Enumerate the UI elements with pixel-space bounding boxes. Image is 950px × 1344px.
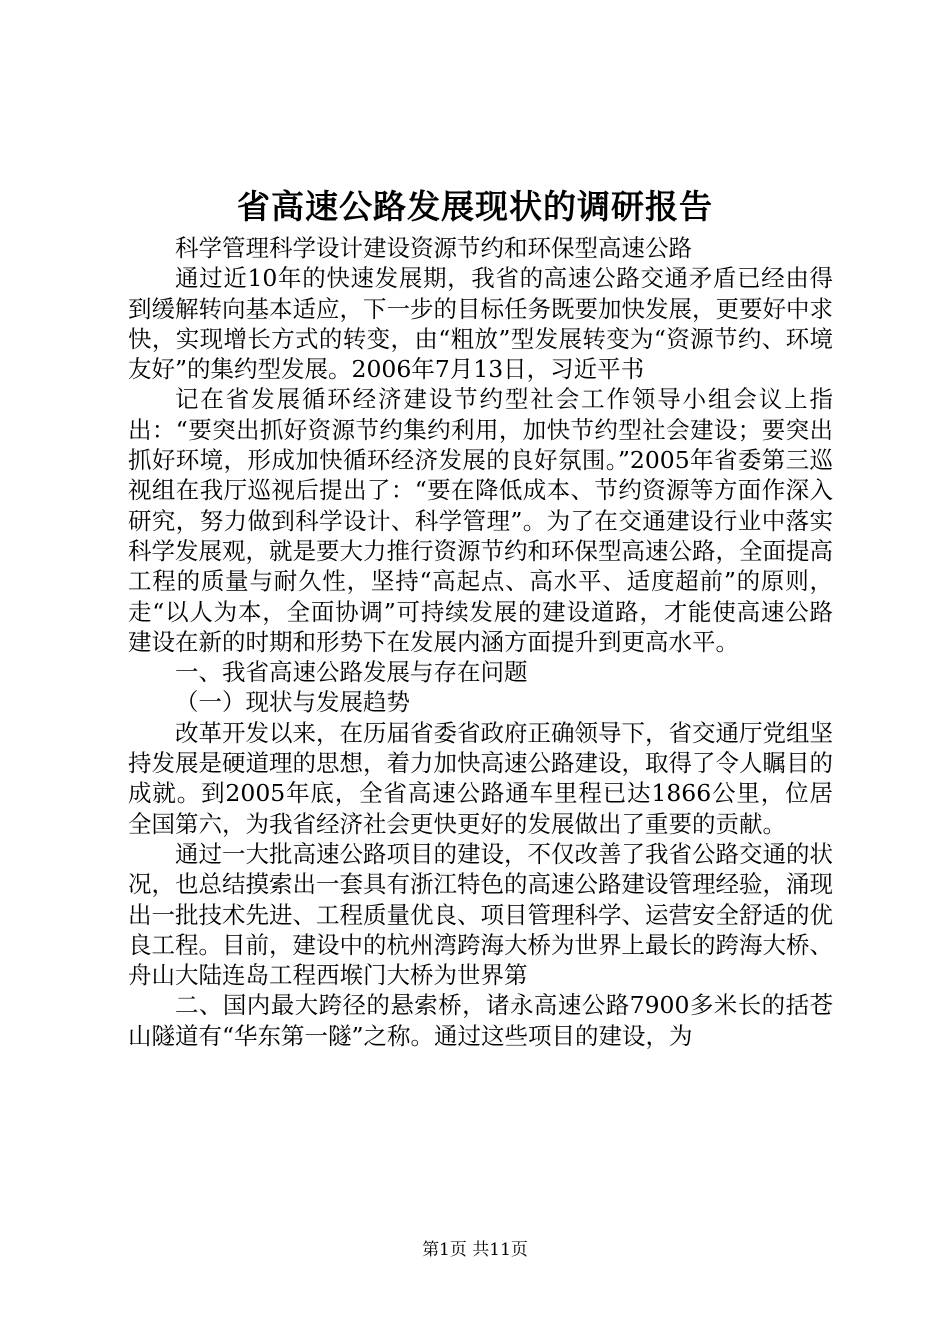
paragraph: 二、国内最大跨径的悬索桥，诸永高速公路7900多米长的括苍山隧道有“华东第一隧”之称。通过这些项目的建设，为	[128, 991, 833, 1050]
document-title: 省高速公路发展现状的调研报告	[237, 187, 713, 226]
paragraph: 改革开发以来，在历届省委省政府正确领导下，省交通厅党组坚持发展是硬道理的思想，着力加快高速公路建设，取得了令人瞩目的成就。到2005年底，全省高速公路通车里程已达1866公里，位居全国第六，为我省经济社会更快更好的发展做出了重要的贡献。	[128, 718, 833, 838]
section-heading: 一、我省高速公路发展与存在问题	[175, 658, 528, 687]
page-footer: 第1页 共11页	[422, 1240, 528, 1260]
subsection-heading: （一）现状与发展趋势	[175, 688, 410, 717]
paragraph-subtitle: 科学管理科学设计建设资源节约和环保型高速公路	[175, 234, 692, 262]
paragraph: 记在省发展循环经济建设节约型社会工作领导小组会议上指出：“要突出抓好资源节约集约利用，加快节约型社会建设；要突出抓好环境，形成加快循环经济发展的良好氛围。”2005年省委第三巡视组在我厅巡视后提出了：“要在降低成本、节约资源等方面作深入研究，努力做到科学设计、科学管理”。为了在交通建设行业中落实科学发展观，就是要大力推行资源节约和环保型高速公路，全面提高工程的质量与耐久性，坚持“高起点、高水平、适度超前”的原则，走“以人为本，全面协调”可持续发展的建设道路，才能使高速公路建设在新的时期和形势下在发展内涵方面提升到更高水平。	[128, 385, 833, 656]
document-body	[128, 233, 833, 1051]
paragraph: 通过近10年的快速发展期，我省的高速公路交通矛盾已经由得到缓解转向基本适应，下一步的目标任务既要加快发展，更要好中求快，实现增长方式的转变，由“粗放”型发展转变为“资源节约、环境友好”的集约型发展。2006年7月13日，习近平书	[128, 264, 833, 384]
paragraph: 通过一大批高速公路项目的建设，不仅改善了我省公路交通的状况，也总结摸索出一套具有浙江特色的高速公路建设管理经验，涌现出一批技术先进、工程质量优良、项目管理科学、运营安全舒适的优良工程。目前，建设中的杭州湾跨海大桥为世界上最长的跨海大桥、舟山大陆连岛工程西堠门大桥为世界第	[128, 839, 833, 990]
